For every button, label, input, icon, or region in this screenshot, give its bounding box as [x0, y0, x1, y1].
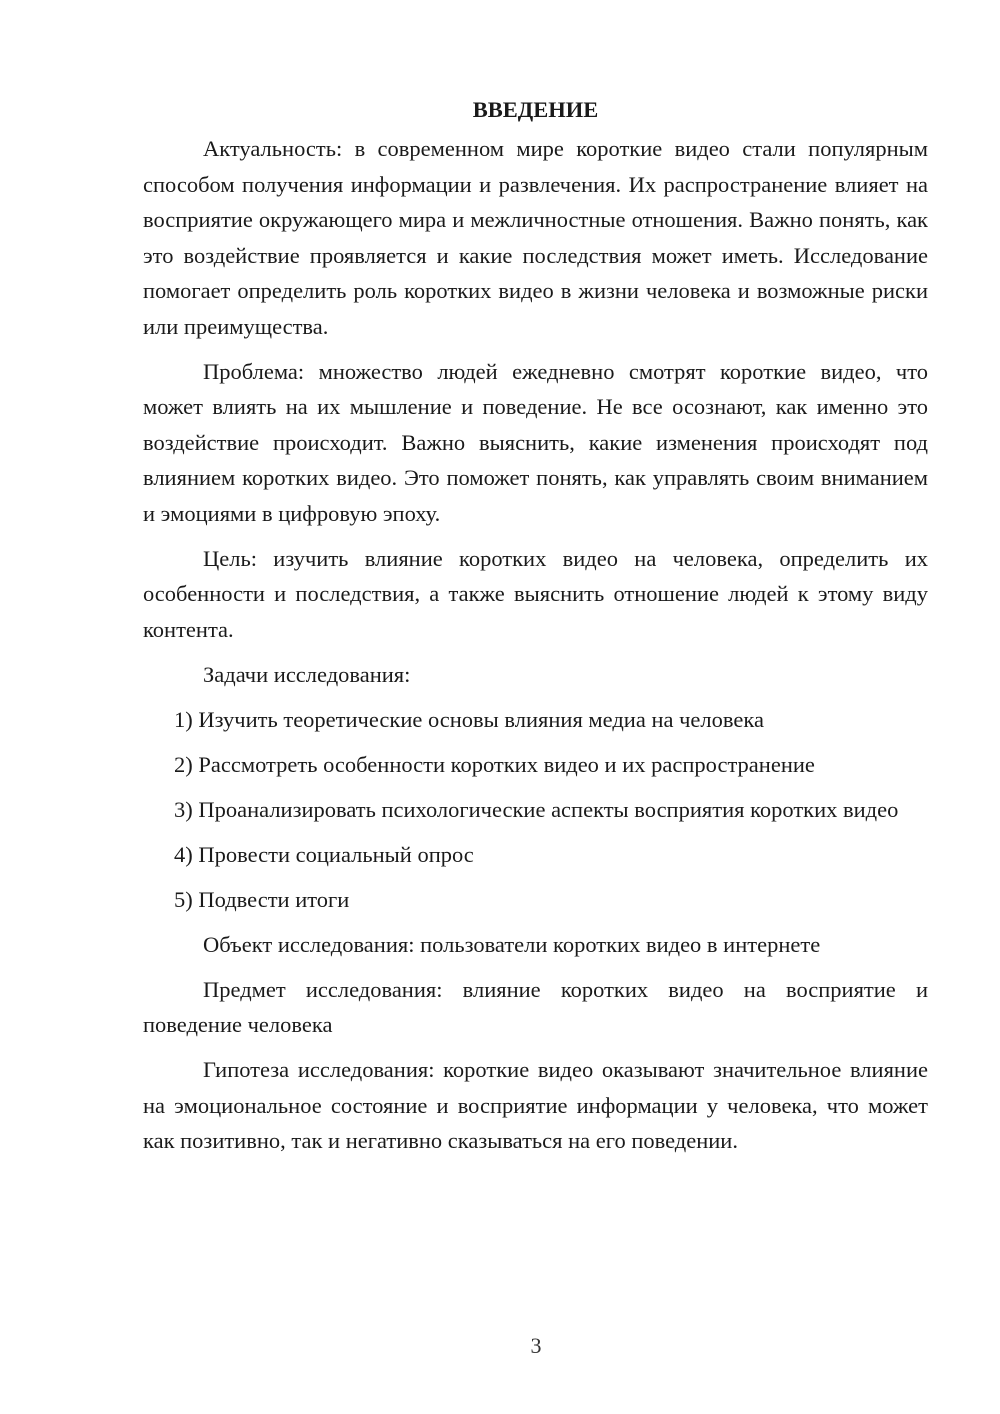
paragraph-problem: Проблема: множество людей ежедневно смотрят короткие видео, что может влиять на их мышление и поведение. Не все осознают, как именно это воздействие происходит. Важно выяснить, какие изменения происходят под влиянием коротких видео. Это поможет понять, как управлять своим вниманием и эмоциями в цифровую эпоху.: [143, 358, 928, 526]
section-title: ВВЕДЕНИЕ: [472, 97, 599, 122]
task-item-2: 2) Рассмотреть особенности коротких видео и их распространение: [174, 751, 815, 777]
task-item-3: 3) Проанализировать психологические аспекты восприятия коротких видео: [174, 796, 899, 822]
task-item-1: 1) Изучить теоретические основы влияния медиа на человека: [174, 706, 764, 732]
page-number: 3: [530, 1333, 542, 1358]
paragraph-goal: Цель: изучить влияние коротких видео на человека, определить их особенности и последствия, а также выяснить отношение людей к этому виду контента.: [143, 545, 928, 642]
task-item-4: 4) Провести социальный опрос: [174, 841, 474, 867]
paragraph-hypothesis: Гипотеза исследования: короткие видео оказывают значительное влияние на эмоциональное состояние и восприятие информации у человека, что может как позитивно, так и негативно сказываться на его поведении.: [143, 1057, 928, 1153]
task-item-5: 5) Подвести итоги: [174, 886, 350, 912]
paragraph-relevance: Актуальность: в современном мире короткие видео стали популярным способом получения информации и развлечения. Их распространение влияет на восприятие окружающего мира и межличностные отношения. Важно понять, как это воздействие проявляется и какие последствия может иметь. Исследование помогает определить роль коротких видео в жизни человека и возможные риски или преимущества.: [143, 136, 928, 339]
paragraph-subject: Предмет исследования: влияние коротких видео на восприятие и поведение человека: [143, 976, 928, 1037]
paragraph-object: Объект исследования: пользователи коротких видео в интернете: [203, 931, 821, 957]
document-page: [143, 92, 928, 1168]
paragraph-tasks-heading: Задачи исследования:: [203, 661, 411, 687]
